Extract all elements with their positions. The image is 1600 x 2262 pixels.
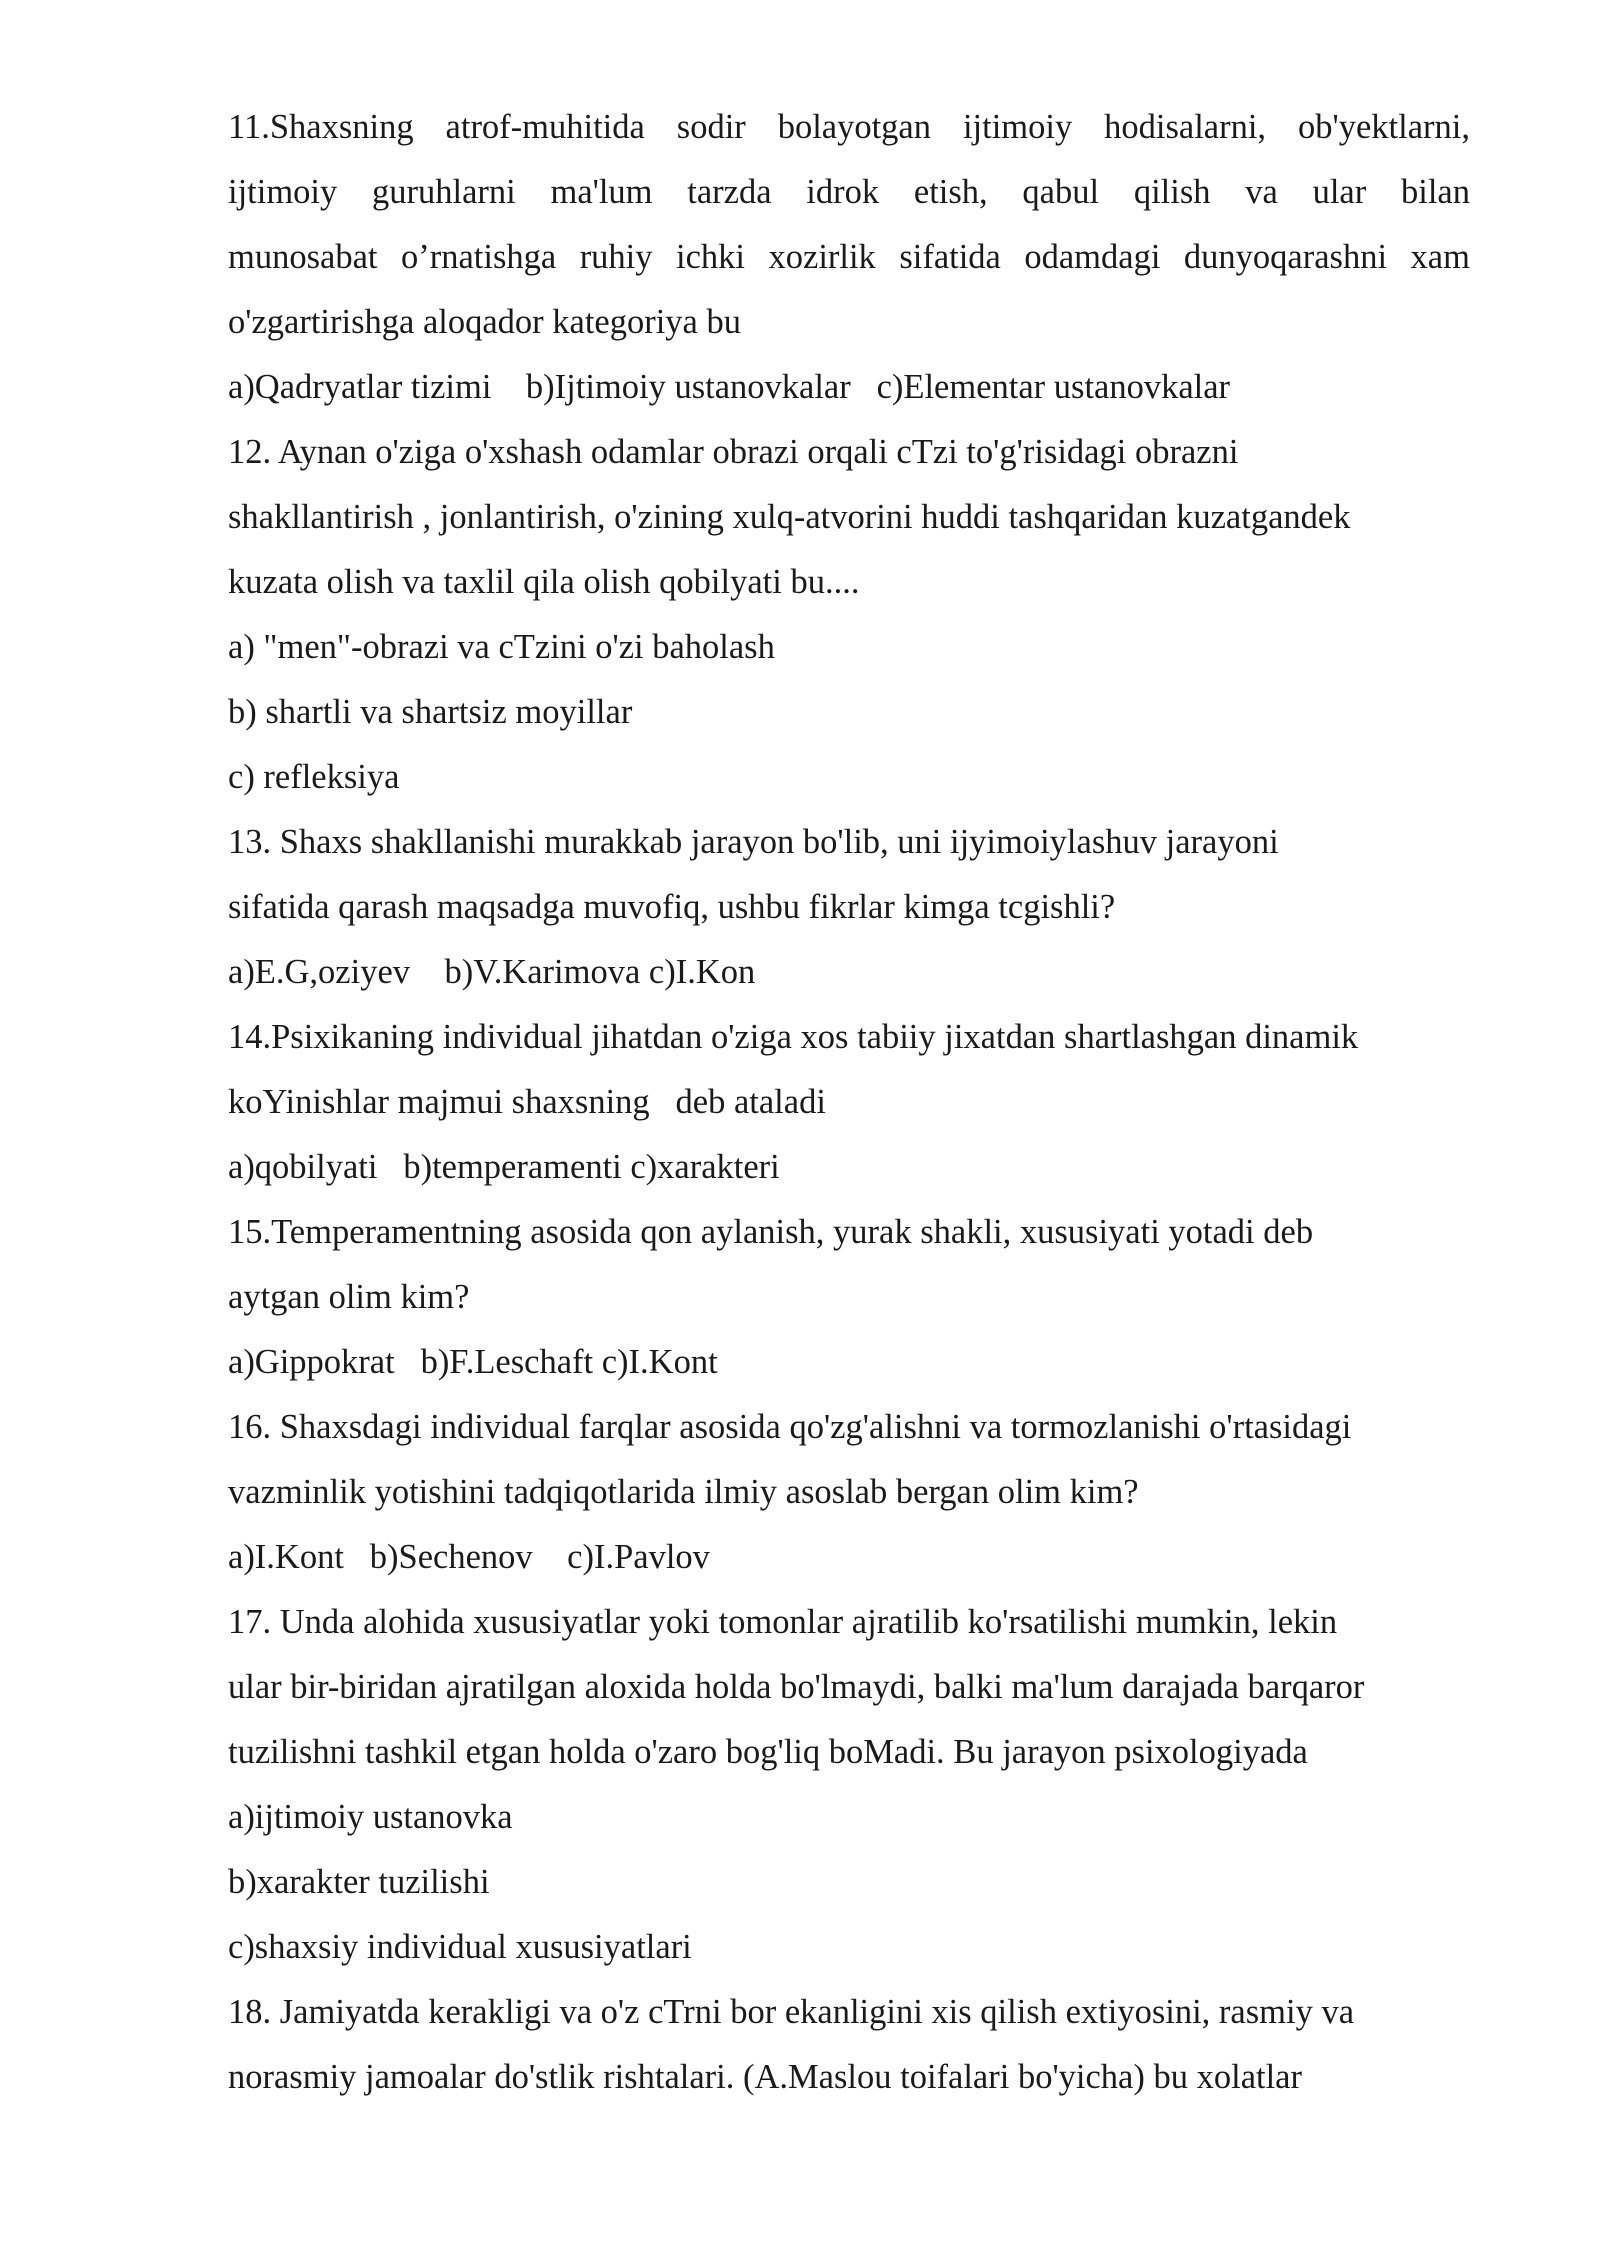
text-line-q14-opts: a)qobilyati b)temperamenti c)xarakteri bbox=[228, 1148, 780, 1186]
word: munosabat bbox=[228, 238, 378, 276]
text-line-q12-l2: shakllantirish , jonlantirish, o'zining xulq-atvorini huddi tashqaridan kuzatgandek bbox=[228, 498, 1351, 536]
text-line-q17-l3: tuzilishni tashkil etgan holda o'zaro bog'liq boMadi. Bu jarayon psixologiyada bbox=[228, 1733, 1308, 1771]
text-line-q16-opts: a)I.Kont b)Sechenov c)I.Pavlov bbox=[228, 1538, 710, 1576]
text-line-q12-l3: kuzata olish va taxlil qila olish qobilyati bu.... bbox=[228, 563, 860, 601]
text-line-q17-b: b)xarakter tuzilishi bbox=[228, 1863, 490, 1901]
word: ular bbox=[1312, 173, 1367, 211]
word: atrof-muhitida bbox=[445, 108, 645, 146]
document-page bbox=[228, 95, 1470, 2110]
text-line-q14-l2: koYinishlar majmui shaxsning deb ataladi bbox=[228, 1083, 826, 1121]
text-line-q17-a: a)ijtimoiy ustanovka bbox=[228, 1798, 513, 1836]
word: tarzda bbox=[687, 173, 772, 211]
text-line-q11-l4: o'zgartirishga aloqador kategoriya bu bbox=[228, 303, 741, 341]
word: 11.Shaxsning bbox=[228, 108, 414, 146]
word: sifatida bbox=[899, 238, 1001, 276]
text-line-q11-l1 bbox=[228, 95, 1470, 160]
word: idrok bbox=[806, 173, 880, 211]
word: bilan bbox=[1400, 173, 1470, 211]
word: hodisalarni, bbox=[1104, 108, 1267, 146]
text-line-q15-l1: 15.Temperamentning asosida qon aylanish, yurak shakli, xususiyati yotadi deb bbox=[228, 1213, 1314, 1251]
word: etish, bbox=[913, 173, 988, 211]
word: guruhlarni bbox=[372, 173, 516, 211]
word: o’rnatishga bbox=[400, 238, 557, 276]
word: ob'yektlarni, bbox=[1298, 108, 1470, 146]
word: qilish bbox=[1133, 173, 1211, 211]
text-line-q17-c: c)shaxsiy individual xususiyatlari bbox=[228, 1928, 692, 1966]
text-line-q13-opts: a)E.G,oziyev b)V.Karimova c)I.Kon bbox=[228, 953, 756, 991]
text-line-q12-a: a) "men"-obrazi va cTzini o'zi baholash bbox=[228, 628, 775, 666]
text-line-q16-l1: 16. Shaxsdagi individual farqlar asosida qo'zg'alishni va tormozlanishi o'rtasidagi bbox=[228, 1408, 1352, 1446]
text-line-q11-opts: a)Qadryatlar tizimi b)Ijtimoiy ustanovkalar c)Elementar ustanovkalar bbox=[228, 368, 1231, 406]
text-line-q14-l1: 14.Psixikaning individual jihatdan o'ziga xos tabiiy jixatdan shartlashgan dinamik bbox=[228, 1018, 1359, 1056]
word: ijtimoiy bbox=[228, 173, 338, 211]
word: ijtimoiy bbox=[962, 108, 1073, 146]
text-line-q12-c: c) refleksiya bbox=[228, 758, 400, 796]
text-line-q15-opts: a)Gippokrat b)F.Leschaft c)I.Kont bbox=[228, 1343, 718, 1381]
text-line-q12-b: b) shartli va shartsiz moyillar bbox=[228, 693, 633, 731]
text-line-q17-l1: 17. Unda alohida xususiyatlar yoki tomonlar ajratilib ko'rsatilishi mumkin, lekin bbox=[228, 1603, 1338, 1641]
text-line-q12-l1: 12. Aynan o'ziga o'xshash odamlar obrazi orqali cTzi to'g'risidagi obrazni bbox=[228, 433, 1239, 471]
word: bolayotgan bbox=[777, 108, 931, 146]
text-line-q18-l1: 18. Jamiyatda kerakligi va o'z cTrni bor ekanligini xis qilish extiyosini, rasmiy va bbox=[228, 1993, 1355, 2031]
word: ruhiy bbox=[579, 238, 653, 276]
word: sodir bbox=[676, 108, 746, 146]
text-line-q16-l2: vazminlik yotishini tadqiqotlarida ilmiy asoslab bergan olim kim? bbox=[228, 1473, 1139, 1511]
text-line-q13-l1: 13. Shaxs shakllanishi murakkab jarayon bo'lib, uni ijyimoiylashuv jarayoni bbox=[228, 823, 1279, 861]
text-line-q17-l2: ular bir-biridan ajratilgan aloxida holda bo'lmaydi, balki ma'lum darajada barqaror bbox=[228, 1668, 1365, 1706]
text-line-q13-l2: sifatida qarash maqsadga muvofiq, ushbu fikrlar kimga tcgishli? bbox=[228, 888, 1116, 926]
word: ma'lum bbox=[550, 173, 653, 211]
word: odamdagi bbox=[1024, 238, 1161, 276]
word: qabul bbox=[1022, 173, 1100, 211]
word: va bbox=[1245, 173, 1278, 211]
word: xozirlik bbox=[768, 238, 876, 276]
word: ichki bbox=[676, 238, 745, 276]
text-line-q18-l2: norasmiy jamoalar do'stlik rishtalari. (A.Maslou toifalari bo'yicha) bu xolatlar bbox=[228, 2058, 1302, 2096]
text-line-q11-l3 bbox=[228, 225, 1470, 290]
text-line-q11-l2 bbox=[228, 160, 1470, 225]
word: dunyoqarashni bbox=[1183, 238, 1388, 276]
word: xam bbox=[1410, 238, 1470, 276]
text-line-q15-l2: aytgan olim kim? bbox=[228, 1278, 470, 1316]
document-body bbox=[228, 95, 1470, 2110]
